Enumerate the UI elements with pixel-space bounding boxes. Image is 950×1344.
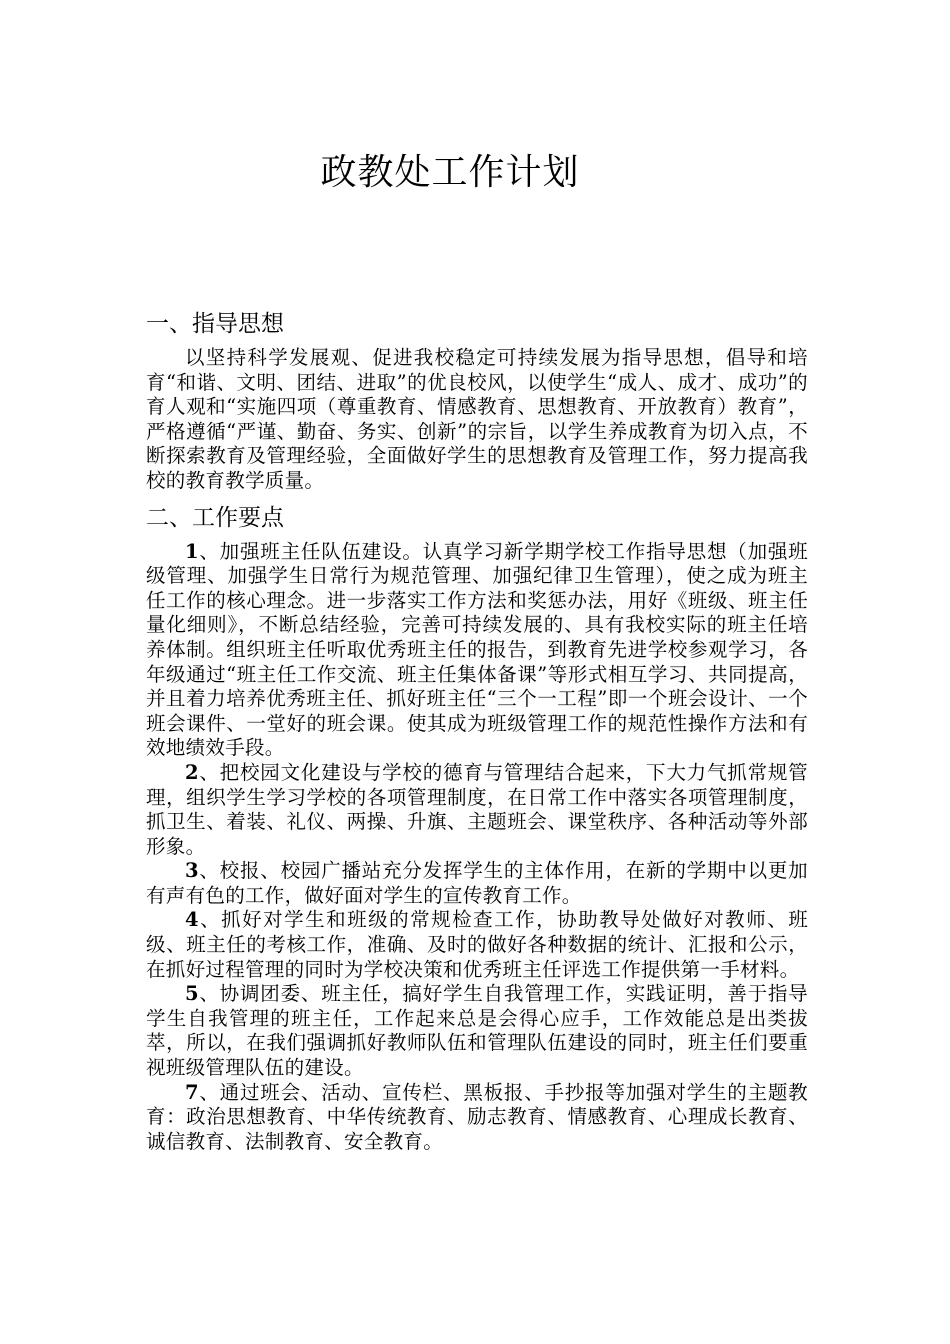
document-body [146,306,808,1154]
paragraph-text: 以坚持科学发展观、促进我校稳定可持续发展为指导思想，倡导和培育“和谐、文明、团结、进取”的优良校风，以使学生“成人、成才、成功”的育人观和“实施四项（尊重教育、情感教育、思想教育、开放教育）教育”，严格遵循“严谨、勤奋、务实、创新”的宗旨，以学生养成教育为切入点，不断探索教育及管理经验，全面做好学生的思想教育及管理工作，努力提高我校的教育教学质量。 [146,346,808,492]
item-number: 1 [185,539,199,563]
item-text: 、把校园文化建设与学校的德育与管理结合起来，下大力气抓常规管理，组织学生学习学校的各项管理制度，在日常工作中落实各项管理制度，抓卫生、着装、礼仪、两操、升旗、主题班会、课堂秩序、各种活动等外部形象。 [146,760,808,858]
work-point-item [146,540,808,761]
work-point-item [146,908,808,982]
item-text: 、加强班主任队伍建设。认真学习新学期学校工作指导思想（加强班级管理、加强学生日常行为规范管理、加强纪律卫生管理），使之成为班主任工作的核心理念。进一步落实工作方法和奖惩办法，用好《班级、班主任量化细则》，不断总结经验，完善可持续发展的、具有我校实际的班主任培养体制。组织班主任听取优秀班主任的报告，到教育先进学校参观学习，各年级通过“班主任工作交流、班主任集体备课”等形式相互学习、共同提高，并且着力培养优秀班主任、抓好班主任“三个一工程”即一个班会设计、一个班会课件、一堂好的班会课。使其成为班级管理工作的规范性操作方法和有效地绩效手段。 [146,539,808,760]
item-number: 3 [185,859,199,883]
item-text: 、通过班会、活动、宣传栏、黑板报、手抄报等加强对学生的主题教育：政治思想教育、中华传统教育、励志教育、情感教育、心理成长教育、诚信教育、法制教育、安全教育。 [146,1080,808,1153]
work-point-item [146,982,808,1080]
work-point-item [146,761,808,859]
item-text: 、校报、校园广播站充分发挥学生的主体作用，在新的学期中以更加有声有色的工作，做好面对学生的宣传教育工作。 [146,859,808,907]
item-number: 2 [185,760,199,784]
section-heading-work-points: 二、工作要点 [146,504,284,531]
section-heading-guiding-thought: 一、指导思想 [146,311,284,337]
work-point-item [146,859,808,908]
item-text: 、抓好对学生和班级的常规检查工作，协助教导处做好对教师、班级、班主任的考核工作，准确、及时的做好各种数据的统计、汇报和公示，在抓好过程管理的同时为学校决策和优秀班主任评选工作提供第一手材料。 [146,908,808,981]
item-number: 7 [185,1080,199,1104]
item-number: 5 [185,982,199,1006]
paragraph-guiding-thought [146,346,808,494]
work-point-item [146,1081,808,1155]
document-title: 政教处工作计划 [320,152,580,193]
item-text: 、协调团委、班主任，搞好学生自我管理工作，实践证明，善于指导学生自我管理的班主任，工作起来总是会得心应手，工作效能总是出类拔萃，所以，在我们强调抓好教师队伍和管理队伍建设的同时，班主任们要重视班级管理队伍的建设。 [146,982,808,1080]
item-number: 4 [185,908,199,932]
